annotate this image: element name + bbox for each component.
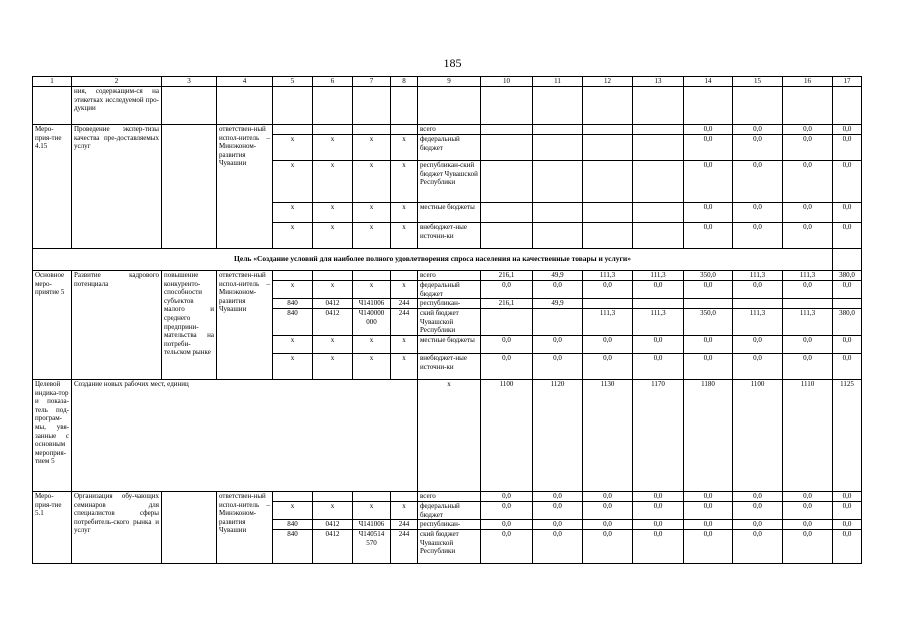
amount-cell: 0,0 — [481, 335, 533, 353]
amount-cell — [633, 135, 684, 161]
amount-cell — [583, 203, 633, 223]
amount-cell: 0,0 — [633, 520, 684, 530]
budget-code: x — [313, 501, 353, 519]
budget-code: Ч140514 570 — [353, 530, 391, 564]
amount-cell: 0,0 — [783, 203, 833, 223]
measure-name: ния, содержащим-ся на этикетках исследуемой про-дукции — [72, 87, 162, 125]
amount-cell — [633, 299, 684, 309]
amount-cell: 0,0 — [533, 335, 583, 353]
amount-cell: 0,0 — [783, 223, 833, 249]
amount-cell: 0,0 — [733, 491, 783, 501]
indicator-value: 1170 — [633, 379, 684, 491]
table-cell — [583, 87, 633, 125]
amount-cell: 0,0 — [684, 223, 733, 249]
measure-goal — [162, 125, 217, 249]
amount-cell: 350,0 — [684, 271, 733, 281]
amount-cell — [533, 203, 583, 223]
column-number: 9 — [418, 77, 481, 87]
funding-source: республикан-ский бюджет Чувашской Республики — [418, 161, 481, 203]
funding-source: внебюджет-ные источни-ки — [418, 353, 481, 379]
amount-cell: 0,0 — [533, 520, 583, 530]
table-row — [33, 87, 862, 125]
amount-cell: 0,0 — [783, 335, 833, 353]
amount-cell: 0,0 — [783, 161, 833, 203]
budget-code: x — [391, 223, 418, 249]
funding-source: местные бюджеты — [418, 335, 481, 353]
amount-cell: 0,0 — [833, 125, 862, 135]
amount-cell: 49,9 — [533, 299, 583, 309]
funding-source: федеральный бюджет — [418, 135, 481, 161]
amount-cell — [633, 203, 684, 223]
amount-cell: 0,0 — [783, 353, 833, 379]
table-cell — [481, 87, 533, 125]
amount-cell — [533, 161, 583, 203]
measure-code: Меро-прия-тие 4.15 — [33, 125, 72, 249]
table-row — [33, 271, 862, 281]
amount-cell — [481, 125, 533, 135]
funding-source: всего — [418, 271, 481, 281]
budget-code: x — [273, 335, 313, 353]
amount-cell: 0,0 — [684, 125, 733, 135]
budget-code: x — [391, 203, 418, 223]
amount-cell — [583, 161, 633, 203]
budget-code: 244 — [391, 520, 418, 530]
table-cell — [533, 87, 583, 125]
budget-code — [353, 271, 391, 281]
amount-cell — [481, 223, 533, 249]
amount-cell: 111,3 — [583, 271, 633, 281]
budget-code: x — [273, 135, 313, 161]
amount-cell — [481, 309, 533, 336]
budget-code: Ч141006 — [353, 520, 391, 530]
measure-code: Основное меро-приятие 5 — [33, 271, 72, 380]
amount-cell: 380,0 — [833, 271, 862, 281]
responsible-executor: ответствен-ный испол-нитель – Минэконом-развития Чувашии — [217, 271, 273, 380]
column-number: 17 — [833, 77, 862, 87]
measure-goal: повышение конкуренто-способности субъектов малого и среднего предприни-мательства на потреби-тельском рынке — [162, 271, 217, 380]
funding-source: ский бюджет Чувашской Республики — [418, 309, 481, 336]
budget-code: x — [313, 281, 353, 299]
amount-cell: 0,0 — [783, 520, 833, 530]
amount-cell: 0,0 — [833, 223, 862, 249]
amount-cell: 0,0 — [684, 335, 733, 353]
budget-code: x — [273, 161, 313, 203]
amount-cell: 111,3 — [783, 271, 833, 281]
column-number: 6 — [313, 77, 353, 87]
budget-code: x — [391, 161, 418, 203]
amount-cell: 0,0 — [533, 353, 583, 379]
amount-cell: 380,0 — [833, 309, 862, 336]
amount-cell: 0,0 — [733, 530, 783, 564]
indicator-value: 1110 — [783, 379, 833, 491]
amount-cell: 111,3 — [733, 271, 783, 281]
budget-code: 0412 — [313, 530, 353, 564]
amount-cell: 0,0 — [481, 353, 533, 379]
amount-cell: 0,0 — [583, 353, 633, 379]
indicator-name: Создание новых рабочих мест, единиц — [72, 379, 418, 491]
budget-code: x — [353, 135, 391, 161]
budget-code: x — [313, 335, 353, 353]
funding-source: внебюджет-ные источни-ки — [418, 223, 481, 249]
table-cell — [353, 87, 391, 125]
budget-code: 244 — [391, 309, 418, 336]
amount-cell: 0,0 — [684, 491, 733, 501]
amount-cell: 0,0 — [733, 353, 783, 379]
amount-cell: 0,0 — [733, 281, 783, 299]
budget-code — [273, 271, 313, 281]
budget-code: x — [391, 353, 418, 379]
amount-cell: 0,0 — [583, 491, 633, 501]
amount-cell: 0,0 — [733, 501, 783, 519]
budget-code: x — [353, 335, 391, 353]
amount-cell: 0,0 — [783, 125, 833, 135]
budget-code: x — [391, 501, 418, 519]
table-body — [33, 77, 862, 564]
amount-cell: 111,3 — [633, 309, 684, 336]
amount-cell: 0,0 — [684, 281, 733, 299]
indicator-code: Целевой индика-тор и показа-тель под-програм-мы, увя-занные с основным мероприя-тием 5 — [33, 379, 72, 491]
amount-cell: 0,0 — [481, 491, 533, 501]
funding-source: всего — [418, 125, 481, 135]
amount-cell: 0,0 — [833, 353, 862, 379]
budget-code: x — [313, 161, 353, 203]
amount-cell: 0,0 — [733, 203, 783, 223]
indicator-value: 1180 — [684, 379, 733, 491]
goal-row — [33, 249, 862, 271]
column-number: 4 — [217, 77, 273, 87]
budget-code — [391, 491, 418, 501]
amount-cell: 0,0 — [684, 161, 733, 203]
budget-code — [313, 271, 353, 281]
goal-title: Цель «Создание условий для наиболее полного удовлетворения спроса населения на качественные товары и услуги» — [33, 249, 833, 271]
indicator-mark: x — [418, 379, 481, 491]
budget-code: x — [313, 223, 353, 249]
amount-cell: 111,3 — [583, 309, 633, 336]
budget-code: x — [353, 353, 391, 379]
budget-code: x — [353, 203, 391, 223]
amount-cell: 0,0 — [533, 491, 583, 501]
amount-cell: 0,0 — [833, 135, 862, 161]
budget-code — [353, 125, 391, 135]
column-number: 15 — [733, 77, 783, 87]
budget-code: x — [353, 223, 391, 249]
measure-name: Организация обу-чающих семинаров для специалистов сферы потребитель-ского рынка и услуг — [72, 491, 162, 563]
funding-source: федеральный бюджет — [418, 501, 481, 519]
amount-cell: 0,0 — [733, 125, 783, 135]
amount-cell: 350,0 — [684, 309, 733, 336]
budget-code — [273, 125, 313, 135]
amount-cell: 0,0 — [684, 530, 733, 564]
amount-cell — [633, 125, 684, 135]
budget-code — [391, 125, 418, 135]
indicator-value: 1120 — [533, 379, 583, 491]
budget-code — [391, 271, 418, 281]
amount-cell — [481, 203, 533, 223]
column-number: 16 — [783, 77, 833, 87]
table-cell — [217, 87, 273, 125]
amount-cell: 0,0 — [684, 135, 733, 161]
table-cell — [273, 87, 313, 125]
amount-cell: 0,0 — [833, 530, 862, 564]
amount-cell: 216,1 — [481, 299, 533, 309]
amount-cell: 0,0 — [583, 335, 633, 353]
amount-cell: 111,3 — [633, 271, 684, 281]
budget-code: x — [313, 353, 353, 379]
amount-cell: 0,0 — [783, 530, 833, 564]
amount-cell: 216,1 — [481, 271, 533, 281]
amount-cell: 0,0 — [833, 335, 862, 353]
budget-code: x — [273, 203, 313, 223]
budget-code: 0412 — [313, 309, 353, 336]
amount-cell — [481, 135, 533, 161]
budget-code: 0412 — [313, 520, 353, 530]
budget-code: 840 — [273, 309, 313, 336]
amount-cell — [533, 223, 583, 249]
column-number: 3 — [162, 77, 217, 87]
amount-cell — [684, 299, 733, 309]
amount-cell — [733, 299, 783, 309]
table-row — [33, 379, 862, 491]
amount-cell: 0,0 — [684, 501, 733, 519]
amount-cell: 0,0 — [833, 281, 862, 299]
budget-code: x — [391, 135, 418, 161]
budget-code — [313, 125, 353, 135]
column-number: 13 — [633, 77, 684, 87]
indicator-value: 1100 — [733, 379, 783, 491]
amount-cell: 0,0 — [783, 501, 833, 519]
amount-cell: 0,0 — [833, 520, 862, 530]
amount-cell: 0,0 — [733, 161, 783, 203]
amount-cell: 0,0 — [633, 353, 684, 379]
amount-cell: 0,0 — [783, 281, 833, 299]
funding-source: республикан- — [418, 299, 481, 309]
column-number: 10 — [481, 77, 533, 87]
amount-cell: 0,0 — [733, 135, 783, 161]
budget-code: x — [313, 135, 353, 161]
funding-source: ский бюджет Чувашской Республики — [418, 530, 481, 564]
column-number-row — [33, 77, 862, 87]
table-cell — [833, 87, 862, 125]
amount-cell: 0,0 — [583, 281, 633, 299]
budget-code — [313, 491, 353, 501]
column-number: 11 — [533, 77, 583, 87]
amount-cell: 0,0 — [633, 530, 684, 564]
amount-cell — [533, 135, 583, 161]
amount-cell: 0,0 — [783, 491, 833, 501]
page-number: 185 — [443, 56, 462, 70]
measure-goal — [162, 491, 217, 563]
table-cell — [418, 87, 481, 125]
amount-cell: 0,0 — [533, 530, 583, 564]
amount-cell: 0,0 — [633, 335, 684, 353]
budget-code: 0412 — [313, 299, 353, 309]
indicator-value: 1130 — [583, 379, 633, 491]
amount-cell: 0,0 — [481, 520, 533, 530]
amount-cell — [783, 299, 833, 309]
budget-code — [273, 491, 313, 501]
table-row — [33, 491, 862, 501]
funding-source: всего — [418, 491, 481, 501]
budget-code: x — [273, 353, 313, 379]
budget-code: x — [391, 335, 418, 353]
measure-name: Проведение экспер-тизы качества пре-доставляемых услуг — [72, 125, 162, 249]
table-row — [33, 125, 862, 135]
table-cell — [162, 87, 217, 125]
column-number: 8 — [391, 77, 418, 87]
amount-cell — [583, 299, 633, 309]
funding-source: местные бюджеты — [418, 203, 481, 223]
amount-cell: 49,9 — [533, 271, 583, 281]
amount-cell — [533, 125, 583, 135]
budget-code: x — [353, 281, 391, 299]
budget-code: 244 — [391, 299, 418, 309]
budget-code: Ч141006 — [353, 299, 391, 309]
measure-code: Меро-прия-тие 5.1 — [33, 491, 72, 563]
amount-cell — [833, 299, 862, 309]
amount-cell: 0,0 — [481, 501, 533, 519]
amount-cell: 0,0 — [533, 501, 583, 519]
measure-name: Развитие кадрового потенциала — [72, 271, 162, 380]
amount-cell: 0,0 — [481, 530, 533, 564]
indicator-value: 1125 — [833, 379, 862, 491]
budget-table — [32, 76, 862, 564]
amount-cell: 0,0 — [583, 530, 633, 564]
amount-cell: 0,0 — [833, 161, 862, 203]
budget-code — [353, 491, 391, 501]
indicator-value: 1100 — [481, 379, 533, 491]
budget-code: x — [391, 281, 418, 299]
column-number: 1 — [33, 77, 72, 87]
column-number: 2 — [72, 77, 162, 87]
amount-cell: 0,0 — [684, 353, 733, 379]
amount-cell: 111,3 — [783, 309, 833, 336]
budget-code: 244 — [391, 530, 418, 564]
amount-cell: 0,0 — [633, 491, 684, 501]
amount-cell: 0,0 — [833, 203, 862, 223]
table-cell — [313, 87, 353, 125]
amount-cell — [633, 223, 684, 249]
amount-cell — [533, 309, 583, 336]
table-cell — [733, 87, 783, 125]
table-cell — [633, 87, 684, 125]
amount-cell: 0,0 — [733, 223, 783, 249]
amount-cell — [583, 135, 633, 161]
budget-code: Ч140000 000 — [353, 309, 391, 336]
table-cell — [684, 87, 733, 125]
amount-cell: 0,0 — [684, 203, 733, 223]
amount-cell — [633, 161, 684, 203]
amount-cell: 111,3 — [733, 309, 783, 336]
budget-code: 840 — [273, 530, 313, 564]
budget-code: 840 — [273, 520, 313, 530]
amount-cell: 0,0 — [533, 281, 583, 299]
responsible-executor: ответствен-ный испол-нитель – Минэконом-развития Чувашии — [217, 491, 273, 563]
amount-cell: 0,0 — [733, 520, 783, 530]
budget-code: x — [353, 161, 391, 203]
budget-code: x — [353, 501, 391, 519]
column-number: 12 — [583, 77, 633, 87]
funding-source: республикан- — [418, 520, 481, 530]
amount-cell: 0,0 — [833, 501, 862, 519]
funding-source: федеральный бюджет — [418, 281, 481, 299]
column-number: 5 — [273, 77, 313, 87]
budget-code: x — [273, 281, 313, 299]
amount-cell: 0,0 — [733, 335, 783, 353]
responsible-executor: ответствен-ный испол-нитель – Минэконом-развития Чувашии — [217, 125, 273, 249]
table-cell — [783, 87, 833, 125]
budget-code: 840 — [273, 299, 313, 309]
budget-code: x — [273, 223, 313, 249]
table-cell — [391, 87, 418, 125]
amount-cell: 0,0 — [583, 520, 633, 530]
amount-cell — [583, 125, 633, 135]
budget-code: x — [313, 203, 353, 223]
amount-cell: 0,0 — [481, 281, 533, 299]
amount-cell — [583, 223, 633, 249]
amount-cell: 0,0 — [633, 281, 684, 299]
budget-code: x — [273, 501, 313, 519]
amount-cell: 0,0 — [833, 491, 862, 501]
amount-cell: 0,0 — [633, 501, 684, 519]
amount-cell: 0,0 — [783, 135, 833, 161]
amount-cell — [481, 161, 533, 203]
column-number: 14 — [684, 77, 733, 87]
table-cell — [33, 87, 72, 125]
table-cell — [833, 249, 862, 271]
amount-cell: 0,0 — [583, 501, 633, 519]
amount-cell: 0,0 — [684, 520, 733, 530]
column-number: 7 — [353, 77, 391, 87]
